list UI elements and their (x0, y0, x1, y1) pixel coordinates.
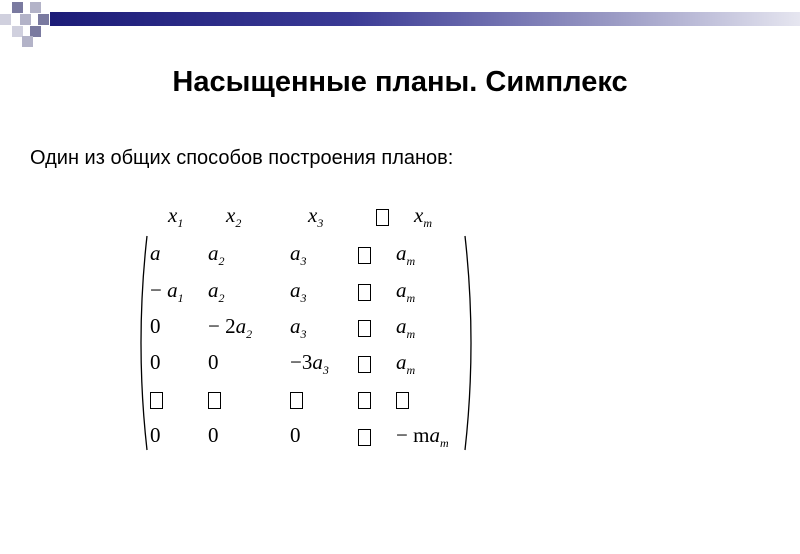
matrix-row (140, 238, 470, 268)
cell-subscript: m (423, 216, 432, 231)
corner-square (30, 2, 41, 13)
matrix-cell (290, 347, 360, 377)
cell-subscript: 1 (177, 216, 184, 231)
cell-subscript: m (406, 363, 416, 378)
cell-value: 0 (208, 423, 219, 447)
corner-square (38, 14, 49, 25)
matrix-cell (208, 347, 278, 377)
placeholder-box (208, 392, 221, 409)
cell-symbol: a (208, 278, 219, 302)
corner-square (22, 36, 33, 47)
cell-value: 0 (290, 423, 301, 447)
matrix-row (140, 275, 470, 305)
cell-symbol: a (396, 278, 407, 302)
cell-value: 0 (150, 350, 161, 374)
cell-subscript: 2 (218, 291, 225, 306)
matrix-cell (290, 275, 360, 305)
matrix-cell (208, 420, 278, 450)
cell-symbol: x (414, 203, 424, 227)
cell-value: 0 (208, 350, 219, 374)
corner-square (20, 14, 31, 25)
placeholder-box (150, 392, 163, 409)
cell-subscript: 3 (300, 254, 307, 269)
cell-subscript: m (406, 254, 416, 269)
matrix-row (140, 311, 470, 341)
cell-symbol: a (290, 241, 301, 265)
corner-square (0, 14, 11, 25)
cell-prefix: − m (396, 423, 430, 447)
cell-value: 0 (150, 423, 161, 447)
header-gradient-bar (50, 12, 800, 26)
matrix-header-row (140, 200, 470, 230)
cell-subscript: 2 (218, 254, 225, 269)
cell-symbol: a (290, 278, 301, 302)
matrix-cell (208, 275, 278, 305)
cell-subscript: 3 (300, 291, 307, 306)
column-header (308, 200, 378, 230)
placeholder-box (358, 284, 371, 301)
slide-subtitle: Один из общих способов построения планов: (30, 147, 454, 169)
cell-subscript: m (439, 436, 449, 451)
cell-subscript: m (406, 291, 416, 306)
matrix-cell (396, 238, 466, 268)
matrix-cell (290, 238, 360, 268)
placeholder-box (358, 392, 371, 409)
matrix-row (140, 347, 470, 377)
cell-symbol: a (312, 350, 323, 374)
matrix-cell (396, 383, 466, 413)
cell-symbol: a (290, 314, 301, 338)
cell-subscript: m (406, 327, 416, 342)
cell-symbol: x (168, 203, 178, 227)
cell-subscript: 3 (300, 327, 307, 342)
matrix-row (140, 420, 470, 450)
placeholder-box (358, 429, 371, 446)
cell-subscript: 1 (177, 291, 184, 306)
column-header (414, 200, 484, 230)
matrix-row (140, 383, 470, 413)
cell-symbol: a (167, 278, 178, 302)
matrix-cell (290, 311, 360, 341)
placeholder-box (358, 247, 371, 264)
matrix-cell (208, 311, 278, 341)
cell-prefix: − 2 (208, 314, 236, 338)
cell-subscript: 2 (235, 216, 242, 231)
placeholder-box (376, 209, 389, 226)
placeholder-box (396, 392, 409, 409)
cell-symbol: x (308, 203, 318, 227)
matrix-cell (396, 275, 466, 305)
column-header (226, 200, 296, 230)
cell-symbol: a (429, 423, 440, 447)
matrix-cell (396, 311, 466, 341)
cell-prefix: −3 (290, 350, 313, 374)
slide-title: Насыщенные планы. Симплекс (172, 66, 628, 98)
placeholder-box (290, 392, 303, 409)
cell-symbol: x (226, 203, 236, 227)
cell-symbol: a (396, 241, 407, 265)
matrix-cell (208, 383, 278, 413)
cell-subscript: 3 (322, 363, 329, 378)
placeholder-box (358, 320, 371, 337)
cell-prefix: − (150, 278, 168, 302)
cell-subscript: 2 (246, 327, 253, 342)
cell-subscript: 3 (317, 216, 324, 231)
cell-symbol: a (235, 314, 247, 338)
placeholder-box (358, 356, 371, 373)
cell-value: 0 (150, 314, 161, 338)
matrix-cell (290, 420, 360, 450)
matrix-cell (396, 420, 466, 450)
cell-symbol: a (396, 314, 407, 338)
matrix-cell (208, 238, 278, 268)
matrix-cell (396, 347, 466, 377)
corner-square (12, 2, 23, 13)
cell-symbol: a (208, 241, 219, 265)
matrix-cell (290, 383, 360, 413)
cell-symbol: a (396, 350, 407, 374)
cell-symbol: a (150, 241, 161, 265)
